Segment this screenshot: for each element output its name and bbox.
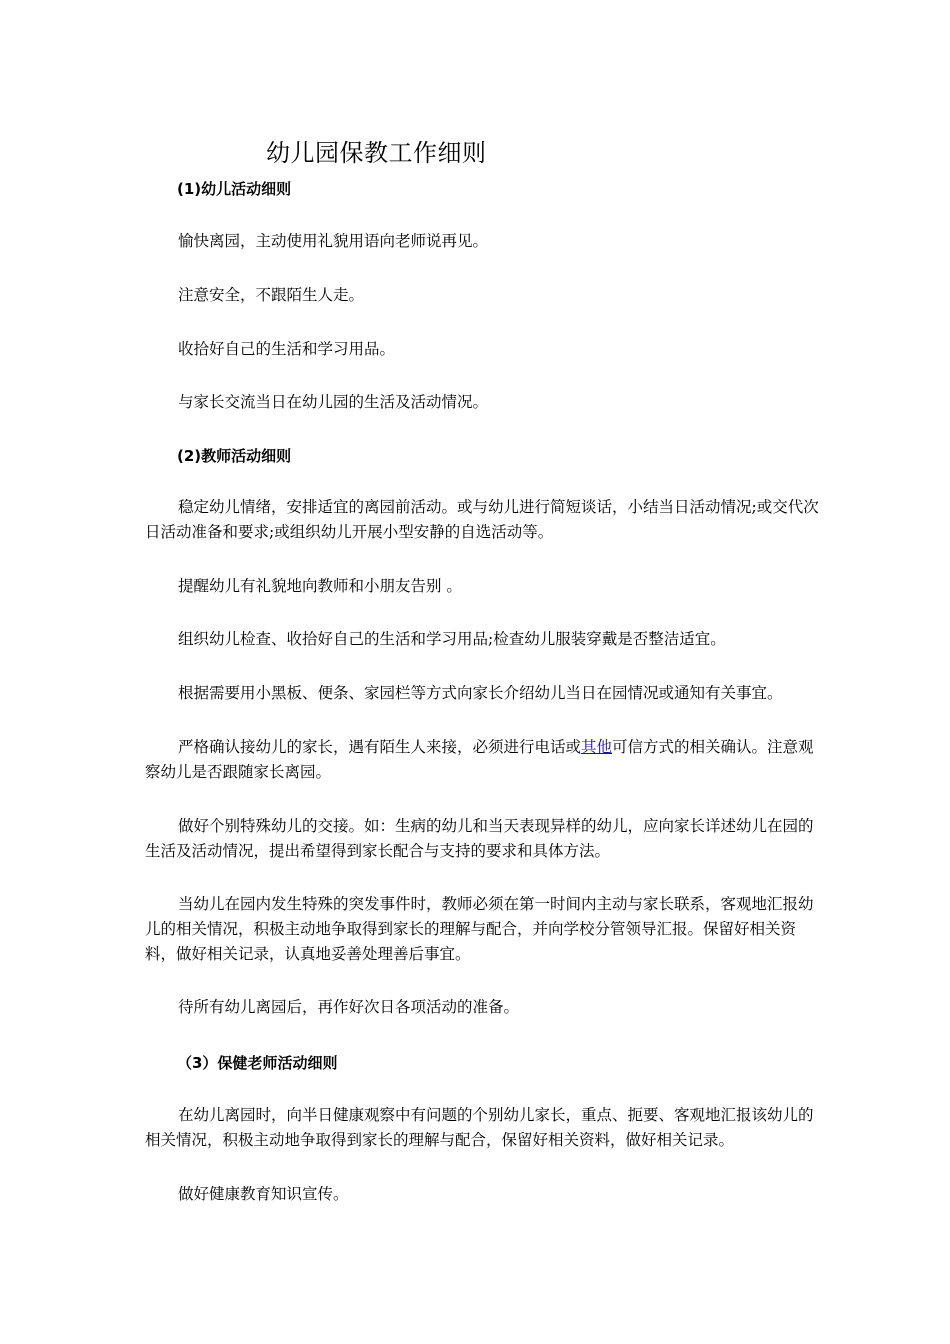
- paragraph-with-link: [145, 735, 825, 785]
- paragraph: 做好个别特殊幼儿的交接。如：生病的幼儿和当天表现异样的幼儿，应向家长详述幼儿在园的生活及活动情况，提出希望得到家长配合与支持的要求和具体方法。: [145, 817, 814, 860]
- paragraph: 组织幼儿检查、收拾好自己的生活和学习用品;检查幼儿服装穿戴是否整洁适宜。: [178, 630, 726, 648]
- paragraph: 与家长交流当日在幼儿园的生活及活动情况。: [178, 393, 489, 411]
- paragraph: 收拾好自己的生活和学习用品。: [178, 340, 396, 358]
- paragraph: 愉快离园，主动使用礼貌用语向老师说再见。: [178, 232, 489, 250]
- section-heading-child-activities: (1)幼儿活动细则: [177, 180, 292, 198]
- paragraph: 在幼儿离园时，向半日健康观察中有问题的个别幼儿家长，重点、扼要、客观地汇报该幼儿的相关情况，积极主动地争取得到家长的理解与配合，保留好相关资料，做好相关记录。: [145, 1106, 814, 1149]
- paragraph-text: 可信方式的相关确认。注意观察幼儿是否跟随家长离园。: [145, 738, 814, 781]
- paragraph: 提醒幼儿有礼貌地向教师和小朋友告别 。: [178, 577, 462, 595]
- paragraph: 根据需要用小黑板、便条、家园栏等方式向家长介绍幼儿当日在园情况或通知有关事宜。: [178, 684, 783, 702]
- paragraph: 待所有幼儿离园后，再作好次日各项活动的准备。: [178, 998, 520, 1016]
- paragraph-text: 严格确认接幼儿的家长，遇有陌生人来接，必须进行电话或: [178, 738, 582, 756]
- section-heading-teacher-activities: (2)教师活动细则: [177, 447, 292, 465]
- paragraph: 做好健康教育知识宣传。: [178, 1185, 349, 1203]
- paragraph: 稳定幼儿情绪，安排适宜的离园前活动。或与幼儿进行简短谈话，小结当日活动情况;或交代次日活动准备和要求;或组织幼儿开展小型安静的自选活动等。: [145, 498, 819, 541]
- paragraph: 注意安全，不跟陌生人走。: [178, 286, 365, 304]
- paragraph: 当幼儿在园内发生特殊的突发事件时，教师必须在第一时间内主动与家长联系，客观地汇报幼儿的相关情况，积极主动地争取得到家长的理解与配合，并向学校分管领导汇报。保留好相关资料，做好相关记录，认真地妥善处理善后事宜。: [145, 895, 814, 963]
- other-link[interactable]: 其他: [581, 738, 613, 756]
- document-title: 幼儿园保教工作细则: [266, 139, 487, 167]
- section-heading-health-teacher-activities: （3）保健老师活动细则: [177, 1054, 338, 1072]
